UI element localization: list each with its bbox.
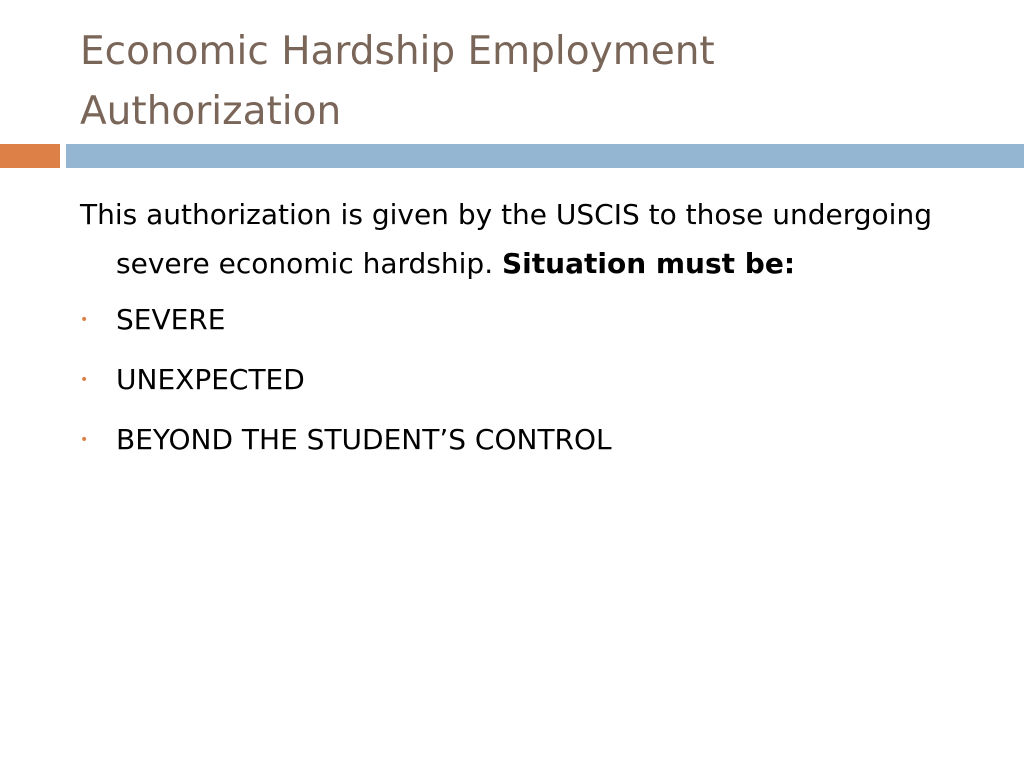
list-item-text: SEVERE bbox=[116, 303, 226, 336]
list-item bbox=[80, 350, 980, 410]
slide-body bbox=[80, 190, 980, 470]
slide-title-line-2: Authorization bbox=[80, 89, 342, 134]
accent-bar-blue bbox=[66, 144, 1024, 168]
bullet-list bbox=[80, 290, 980, 470]
intro-text: This authorization is given by the USCIS to those undergoing severe economic hardship. bbox=[80, 198, 932, 280]
list-item-text: UNEXPECTED bbox=[116, 363, 305, 396]
slide-title bbox=[80, 22, 980, 142]
bullet-icon: • bbox=[80, 372, 89, 388]
list-item bbox=[80, 410, 980, 470]
intro-bold-text: Situation must be: bbox=[502, 247, 796, 280]
list-item bbox=[80, 290, 980, 350]
slide-title-line-1: Economic Hardship Employment bbox=[80, 29, 715, 74]
accent-bar-orange bbox=[0, 144, 60, 168]
bullet-icon: • bbox=[80, 312, 89, 328]
list-item-text: BEYOND THE STUDENT’S CONTROL bbox=[116, 423, 612, 456]
bullet-icon: • bbox=[80, 432, 89, 448]
intro-paragraph bbox=[80, 190, 980, 288]
